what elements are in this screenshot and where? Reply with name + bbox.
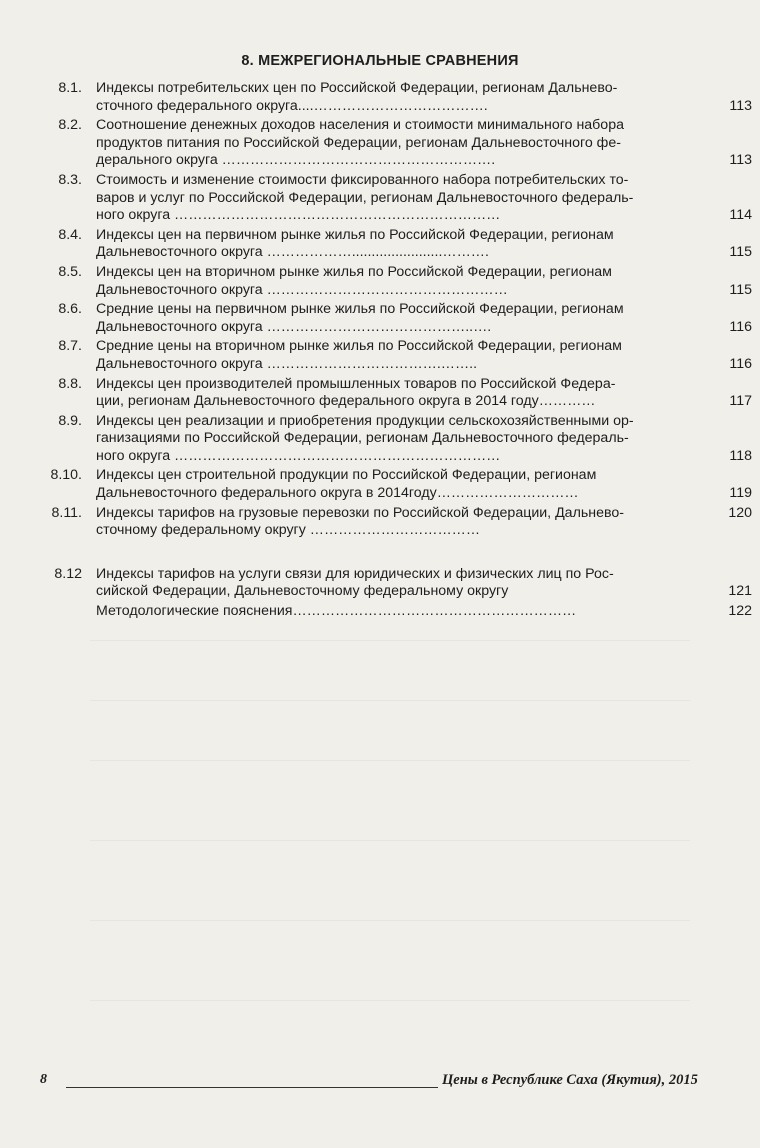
toc-entry-text: Методологические пояснения…………………………………………………… [96,603,577,620]
toc-entry-page: 115 [729,281,752,298]
toc-entry-number: 8.6. [58,301,82,318]
toc-entry [0,376,760,411]
toc-entry-number: 8.9. [58,412,82,429]
toc-entry-page: 114 [729,207,752,224]
toc-entry [0,467,760,502]
toc-entry-page: 121 [728,583,752,600]
toc-entry-page: 117 [729,393,752,410]
toc-entry-number: 8.5. [58,263,82,280]
toc-entry [0,413,760,466]
toc-entry-number: 8.12 [54,565,82,582]
toc-entry-text: Индексы цен на вторичном рынке жилья по Российской Федерации, регионам Дальневосточного округа …………………………………………… [96,263,612,298]
toc-entry [0,264,760,299]
table-of-contents [0,80,760,623]
toc-entry-page: 116 [729,318,752,335]
toc-entry [0,566,760,601]
bleed-through-line [90,700,690,701]
toc-entry-text: Средние цены на вторичном рынке жилья по Российской Федерации, регионам Дальневосточного округа ……………………………….…….. [96,338,622,372]
bleed-through-line [90,760,690,761]
toc-entry-text: Индексы цен на первичном рынке жилья по Российской Федерации, регионам Дальневосточного округа ……………….......................………. [96,226,614,261]
page-number: 8 [40,1072,47,1087]
toc-entry-number: 8.10. [50,467,82,484]
toc-entry [0,80,760,115]
toc-entry-methodology [0,603,760,621]
toc-entry [0,338,760,373]
toc-entry-page: 116 [729,355,752,372]
toc-entry-page: 122 [728,603,752,620]
toc-entry [0,117,760,170]
toc-entry-text: Индексы цен строительной продукции по Российской Федерации, регионам Дальневосточного федерального округа в 2014году………………………… [96,467,597,502]
bleed-through-line [90,920,690,921]
toc-entry [0,172,760,225]
toc-entry-text: Стоимость и изменение стоимости фиксированного набора потребительских то- варов и услуг по Российской Федерации, регионам Дальневосточного федераль- ного округа …………………………………………………………… [96,171,634,224]
toc-entry-page: 118 [729,447,752,464]
toc-entry-page: 113 [729,152,752,169]
toc-entry-text: Индексы тарифов на грузовые перевозки по Российской Федерации, Дальнево- сточному федеральному округу ……………………………… [96,504,624,539]
toc-entry-page: 113 [729,97,752,114]
toc-entry [0,227,760,262]
toc-entry-text: Соотношение денежных доходов населения и стоимости минимального набора продуктов питания по Российской Федерации, регионам Дальневосточного фе- дерального округа …………………………………………………. [96,117,624,169]
toc-entry-number: 8.3. [58,171,82,188]
toc-entry-text: Индексы цен реализации и приобретения продукции сельскохозяйственными ор- ганизациями по Российской Федерации, регионам Дальневосточного федераль- ного округа …………………………………………………………… [96,412,634,464]
toc-entry [0,505,760,540]
bleed-through-line [90,840,690,841]
toc-entry-number: 8.4. [58,226,82,243]
bleed-through-line [90,1000,690,1001]
toc-entry-number: 8.11. [51,504,82,521]
toc-entry [0,301,760,336]
toc-entry-page: 115 [729,244,752,261]
toc-entry-number: 8.1. [58,80,82,96]
toc-entry-text: Индексы потребительских цен по Российской Федерации, регионам Дальнево- сточного федерального округа....………………………………. [96,80,618,114]
toc-entry-page: 119 [729,485,752,502]
bleed-through-line [90,640,690,641]
toc-entry-text: Индексы цен производителей промышленных товаров по Российской Федера- ции, регионам Дальневосточного федерального округа в 2014 году………… [96,375,616,410]
toc-entry-number: 8.8. [58,375,82,392]
toc-entry-text: Средние цены на первичном рынке жилья по Российской Федерации, регионам Дальневосточного округа ……………………………………..…. [96,301,624,335]
toc-entry-number: 8.2. [58,117,82,134]
page-footer [0,1070,760,1094]
toc-entry-page: 120 [728,504,752,521]
publication-title: Цены в Республике Саха (Якутия), 2015 [442,1072,698,1088]
section-title: 8. МЕЖРЕГИОНАЛЬНЫЕ СРАВНЕНИЯ [241,53,519,69]
footer-rule [66,1087,438,1088]
toc-entry-text: Индексы тарифов на услуги связи для юридических и физических лиц по Рос- сийской Федерации, Дальневосточному федеральному округу [96,565,614,600]
toc-entry-number: 8.7. [58,338,82,355]
